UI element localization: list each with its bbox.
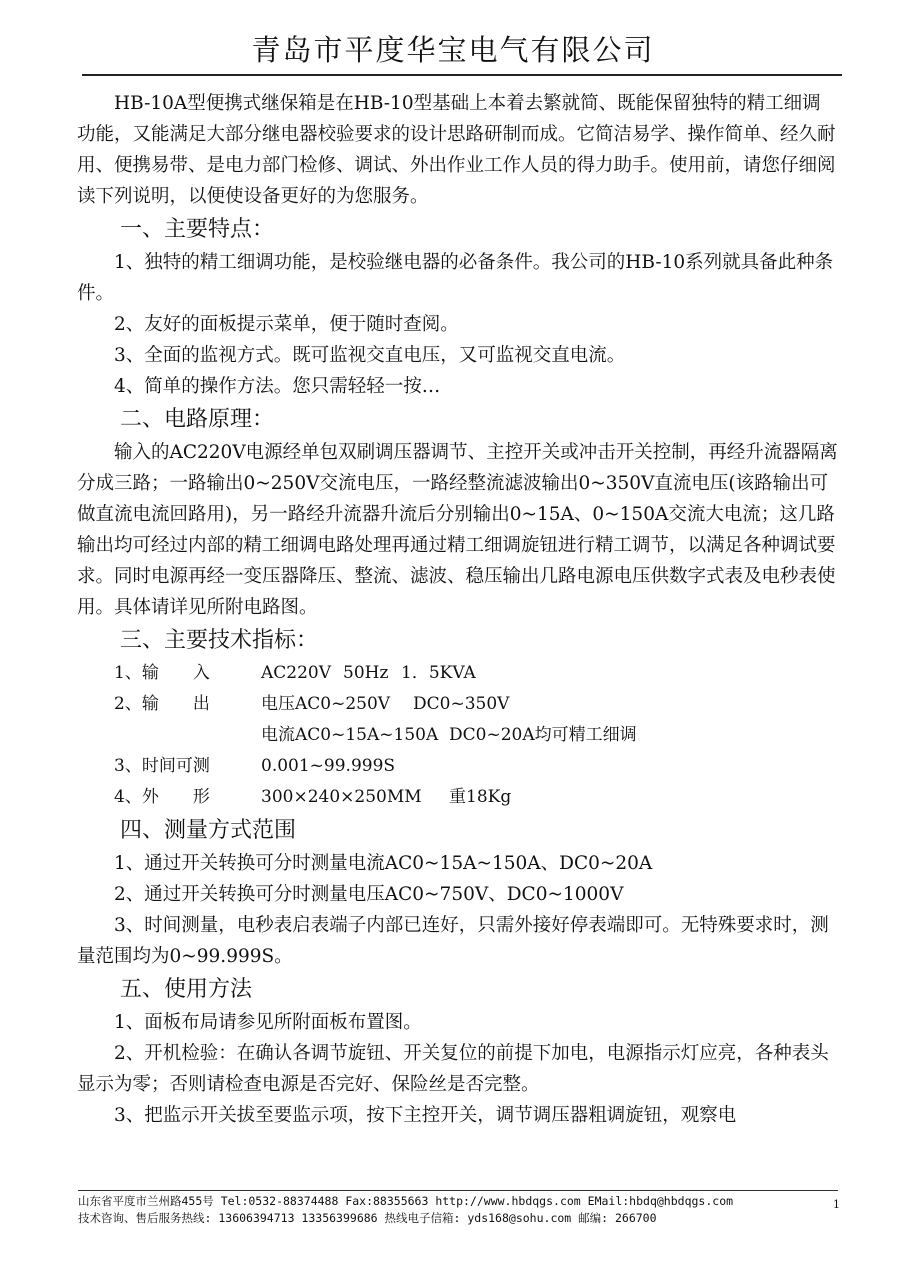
spec-value: DC0~20A均可精工细调 [449,725,637,745]
measurement-item: 2、通过开关转换可分时测量电压AC0~750V、DC0~1000V [114,884,624,905]
feature-item: 3、全面的监视方式。既可监视交直电压，又可监视交直电流。 [114,345,626,366]
spec-label: 3、时间可测 [114,756,210,776]
intro-paragraph: HB-10A型便携式继保箱是在HB-10型基础上本着去繁就简、既能保留独特的精工细调功能，又能满足大部分继电器校验要求的设计思路研制而成。它简洁易学、操作简单、经久耐用、便携易带、是电力部门检修、调试、外出作业工作人员的得力助手。使用前，请您仔细阅读下列说明，以便使设备更好的为您服务。 [77,93,836,207]
spec-row-output-current [77,720,839,751]
feature-item: 1、独特的精工细调功能，是校验继电器的必备条件。我公司的HB-10系列就具备此种条件。 [77,252,834,304]
section-heading-specs: 三、主要技术指标： [120,628,319,653]
footer-contact-line: 山东省平度市兰州路455号 Tel:0532-88374488 Fax:88355663 http://www.hbdqgs.com EMail:hbdq@hbdqgs.com [78,1194,734,1208]
spec-value: 300×240×250MM [261,787,422,807]
footer-rule [78,1190,838,1191]
spec-row-output [77,689,839,720]
spec-value: 重18Kg [449,787,512,807]
spec-value: 0.001~99.999S [261,756,396,776]
spec-value: DC0~350V [413,694,510,714]
footer-service-line: 技术咨询、售后服务热线: 13606394713 13356399686 热线电子信箱: yds168@sohu.com 邮编: 266700 [78,1211,657,1225]
spec-row-time [77,751,839,782]
spec-value: 电压AC0~250V [261,694,391,714]
measurement-item: 3、时间测量，电秒表启表端子内部已连好，只需外接好停表端即可。无特殊要求时，测量范围均为0~99.999S。 [77,915,829,967]
section-heading-circuit: 二、电路原理： [120,407,275,432]
spec-row-input [77,658,839,689]
measurement-item: 1、通过开关转换可分时测量电流AC0~15A~150A、DC0~20A [114,853,653,874]
usage-item: 2、开机检验：在确认各调节旋钮、开关复位的前提下加电，电源指示灯应亮，各种表头显示为零；否则请检查电源是否完好、保险丝是否完整。 [77,1043,829,1095]
spec-label: 2、输 出 [114,694,210,714]
page-number: 1 [833,1198,840,1211]
section-heading-measurement: 四、测量方式范围 [120,818,297,843]
spec-value: 电流AC0~15A~150A [261,725,439,745]
spec-value: 50Hz [343,663,389,683]
spec-value: AC220V [261,663,332,683]
document-body [77,88,839,1131]
usage-item: 1、面板布局请参见所附面板布置图。 [114,1012,422,1033]
section-heading-usage: 五、使用方法 [120,977,253,1002]
usage-item: 3、把监示开关拔至要监示项，按下主控开关，调节调压器粗调旋钮，观察电 [114,1105,737,1126]
company-title: 青岛市平度华宝电气有限公司 [251,33,655,67]
spec-label: 4、外 形 [114,787,210,807]
feature-item: 2、友好的面板提示菜单，便于随时查阅。 [114,314,459,335]
circuit-paragraph: 输入的AC220V电源经单包双刷调压器调节、主控开关或冲击开关控制，再经升流器隔离分成三路；一路输出0~250V交流电压，一路经整流滤波输出0~350V直流电压(该路输出可做直流电流回路用)，另一路经升流器升流后分别输出0~15A、0~150A交流大电流；这几路输出均可经过内部的精工细调电路处理再通过精工细调旋钮进行精工调节，以满足各种调试要求。同时电源再经一变压器降压、整流、滤波、稳压输出几路电源电压供数字式表及电秒表使用。具体请详见所附电路图。 [77,442,838,618]
spec-row-dimensions [77,782,839,813]
spec-value: 1．5KVA [401,663,476,683]
spec-label: 1、输 入 [114,663,210,683]
section-heading-features: 一、主要特点： [120,217,275,242]
title-underline [82,74,842,76]
feature-item: 4、简单的操作方法。您只需轻轻一按… [114,376,441,397]
